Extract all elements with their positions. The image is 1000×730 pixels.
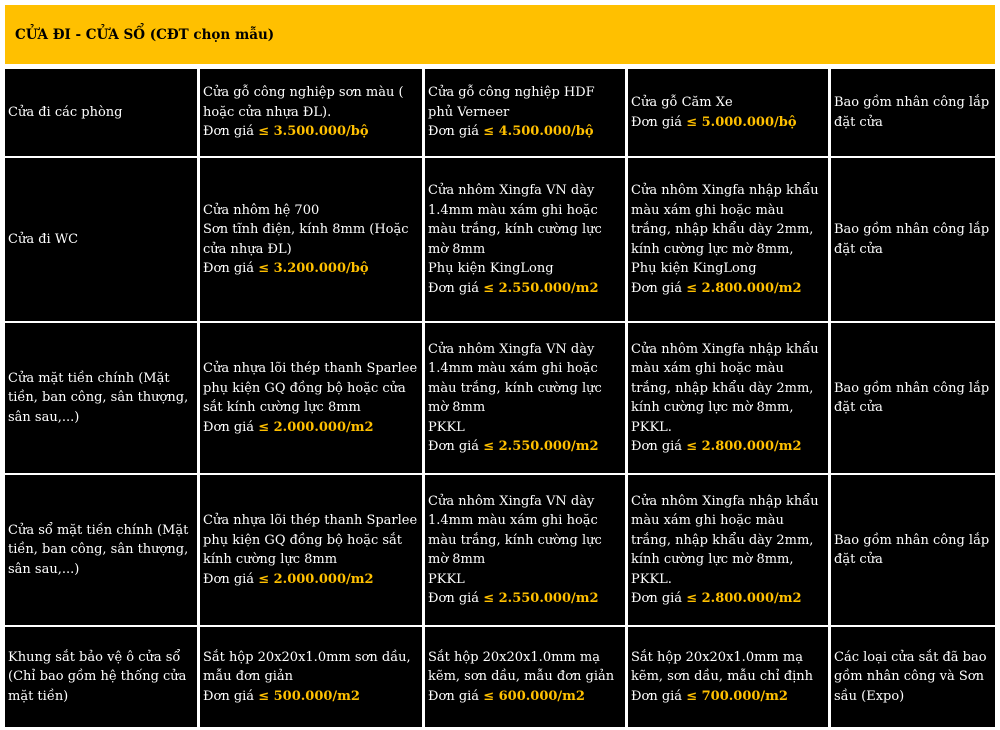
unit-price (631, 687, 826, 707)
unit-price-label: Đơn giá (203, 419, 255, 435)
unit-price-value: ≤ 3.500.000/bộ (258, 124, 369, 140)
row-label: Cửa đi WC (8, 231, 79, 247)
unit-price (631, 113, 797, 133)
unit-price-label: Đơn giá (631, 439, 683, 454)
option-cell (200, 69, 422, 156)
unit-price-label: Đơn giá (428, 688, 480, 704)
price-table (5, 69, 995, 729)
option-cell (200, 158, 422, 321)
unit-price (203, 418, 420, 438)
unit-price-value: ≤ 5.000.000/bộ (686, 114, 797, 130)
note-cell (831, 69, 995, 156)
row-note: Các loại cửa sắt đã bao gồm nhân công và Sơn sầu (Expo) (834, 649, 987, 704)
unit-price (631, 589, 826, 609)
row-label-cell (5, 158, 197, 321)
option-cell (628, 627, 828, 727)
option-cell (425, 323, 625, 473)
option-cell (628, 475, 828, 625)
unit-price-label: Đơn giá (631, 688, 683, 704)
option-cell (200, 627, 422, 727)
unit-price-label: Đơn giá (631, 280, 683, 296)
option-description: Cửa nhôm Xingfa VN dày 1.4mm màu xám ghi hoặc màu trắng, kính cường lực mờ 8mm PKKL (428, 341, 602, 435)
option-description: Cửa nhôm Xingfa VN dày 1.4mm màu xám ghi hoặc màu trắng, kính cường lực mờ 8mm Phụ kiện KingLong (428, 183, 602, 276)
option-cell (425, 627, 625, 727)
option-description: Cửa nhôm Xingfa VN dày 1.4mm màu xám ghi hoặc màu trắng, kính cường lực mờ 8mm PKKL (428, 493, 602, 587)
unit-price (428, 279, 623, 299)
unit-price (631, 437, 826, 457)
row-label: Khung sắt bảo vệ ô cửa sổ (Chỉ bao gồm hệ thống cửa mặt tiền) (8, 649, 187, 704)
row-note: Bao gồm nhân công lắp đặt cửa (834, 532, 990, 567)
option-description: Cửa nhôm Xingfa nhập khẩu màu xám ghi hoặc màu trắng, nhập khẩu dày 2mm, kính cường lực mờ 8mm, PKKL. (631, 493, 819, 587)
unit-price (428, 687, 623, 707)
unit-price-value: ≤ 2.550.000/m2 (483, 439, 599, 454)
row-note: Bao gồm nhân công lắp đặt cửa (834, 380, 990, 415)
row-label: Cửa đi các phòng (8, 104, 123, 120)
table-title-text: CỬA ĐI - CỬA SỔ (CĐT chọn mẫu) (15, 26, 275, 43)
row-note: Bao gồm nhân công lắp đặt cửa (834, 222, 990, 257)
note-cell (831, 475, 995, 625)
unit-price-value: ≤ 3.200.000/bộ (258, 261, 369, 276)
option-cell (200, 475, 422, 625)
unit-price (203, 259, 420, 279)
row-label-cell (5, 323, 197, 473)
unit-price-label: Đơn giá (428, 280, 480, 296)
option-cell (628, 158, 828, 321)
row-label: Cửa mặt tiền chính (Mặt tiền, ban công, sân thượng, sân sau,...) (8, 370, 189, 425)
row-label-cell (5, 627, 197, 727)
unit-price-label: Đơn giá (631, 114, 683, 130)
option-description: Cửa gỗ công nghiệp HDF phủ Verneer (428, 85, 595, 120)
unit-price-label: Đơn giá (203, 688, 255, 704)
option-description: Sắt hộp 20x20x1.0mm mạ kẽm, sơn dầu, mẫu đơn giản (428, 649, 615, 685)
unit-price (428, 437, 623, 457)
unit-price-label: Đơn giá (428, 439, 480, 454)
option-description: Sắt hộp 20x20x1.0mm sơn dầu, mẫu đơn giản (203, 649, 411, 685)
unit-price-value: ≤ 2.800.000/m2 (686, 591, 802, 606)
option-description: Sắt hộp 20x20x1.0mm mạ kẽm, sơn dầu, mẫu chỉ định (631, 649, 814, 685)
unit-price (428, 122, 623, 142)
unit-price-label: Đơn giá (203, 124, 255, 140)
option-cell (425, 475, 625, 625)
option-description: Cửa nhôm Xingfa nhập khẩu màu xám ghi hoặc màu trắng, nhập khẩu dày 2mm, kính cường lực mờ 8mm, PKKL. (631, 341, 819, 435)
unit-price-value: ≤ 2.800.000/m2 (686, 439, 802, 454)
unit-price-value: ≤ 2.550.000/m2 (483, 591, 599, 606)
row-label: Cửa sổ mặt tiền chính (Mặt tiền, ban công, sân thượng, sân sau,...) (8, 522, 189, 577)
unit-price-value: ≤ 2.550.000/m2 (483, 280, 599, 296)
row-label-cell (5, 69, 197, 156)
unit-price-value: ≤ 500.000/m2 (258, 688, 360, 704)
option-description: Cửa gỗ công nghiệp sơn màu ( hoặc cửa nhựa ĐL). (203, 85, 404, 120)
unit-price-value: ≤ 2.000.000/m2 (258, 419, 374, 435)
option-cell (425, 158, 625, 321)
unit-price-label: Đơn giá (203, 571, 255, 587)
unit-price-value: ≤ 4.500.000/bộ (483, 124, 594, 140)
note-cell (831, 158, 995, 321)
table-title (5, 5, 995, 64)
unit-price (203, 687, 420, 707)
row-note: Bao gồm nhân công lắp đặt cửa (834, 95, 990, 130)
option-description: Cửa nhựa lõi thép thanh Sparlee phụ kiện GQ đồng bộ hoặc sắt kính cường lực 8mm (203, 513, 418, 567)
unit-price-value: ≤ 2.000.000/m2 (258, 571, 374, 587)
unit-price-label: Đơn giá (203, 261, 255, 276)
unit-price-value: ≤ 700.000/m2 (686, 688, 788, 704)
unit-price-label: Đơn giá (631, 591, 683, 606)
option-cell (628, 69, 828, 156)
unit-price (631, 279, 826, 299)
option-cell (425, 69, 625, 156)
unit-price (203, 122, 420, 142)
option-description: Cửa nhựa lõi thép thanh Sparlee phụ kiện GQ đồng bộ hoặc cửa sắt kính cường lực 8mm (203, 361, 418, 415)
unit-price-value: ≤ 2.800.000/m2 (686, 280, 802, 296)
option-cell (200, 323, 422, 473)
note-cell (831, 627, 995, 727)
option-description: Cửa nhôm Xingfa nhập khẩu màu xám ghi hoặc màu trắng, nhập khẩu dày 2mm, kính cường lực mờ 8mm, Phụ kiện KingLong (631, 183, 819, 276)
unit-price (428, 589, 623, 609)
row-label-cell (5, 475, 197, 625)
unit-price-value: ≤ 600.000/m2 (483, 688, 585, 704)
unit-price-label: Đơn giá (428, 591, 480, 606)
unit-price (203, 570, 420, 590)
option-description: Cửa nhôm hệ 700 Sơn tĩnh điện, kính 8mm (Hoặc cửa nhựa ĐL) (203, 202, 409, 257)
option-description: Cửa gỗ Căm Xe (631, 95, 733, 110)
unit-price-label: Đơn giá (428, 124, 480, 140)
note-cell (831, 323, 995, 473)
option-cell (628, 323, 828, 473)
